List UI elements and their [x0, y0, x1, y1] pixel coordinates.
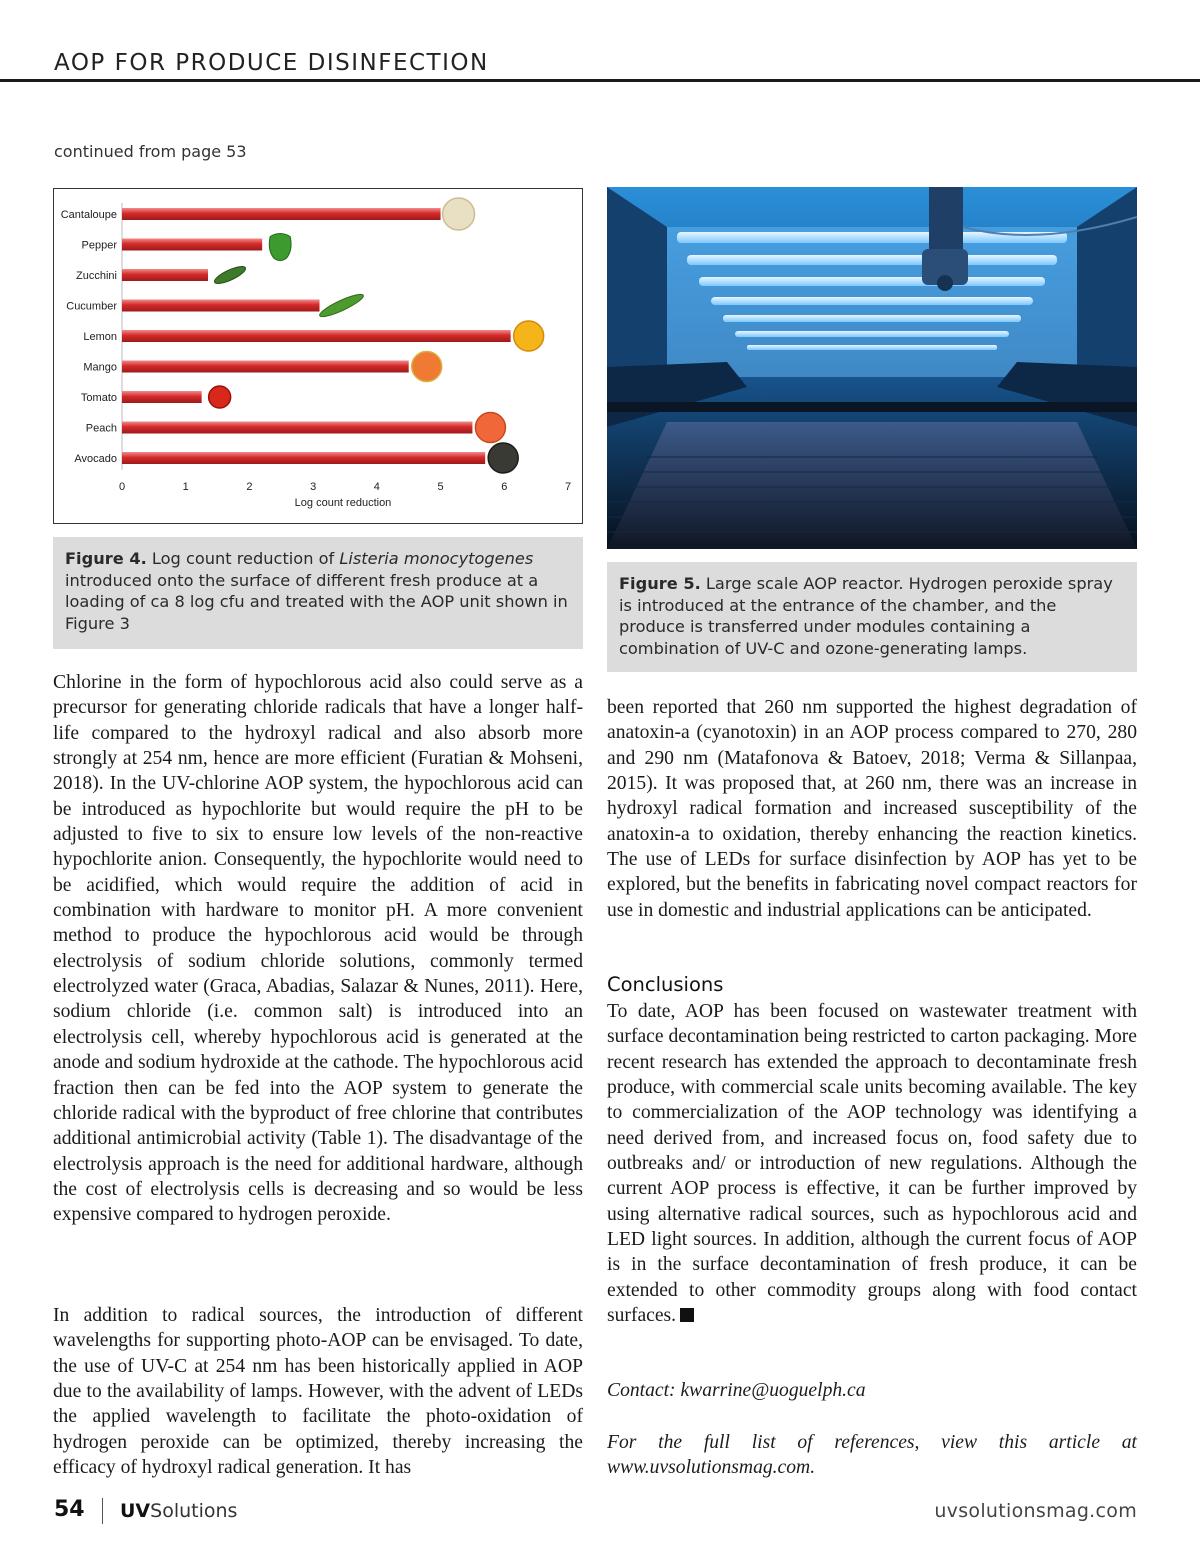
- category-label: Avocado: [74, 453, 117, 465]
- figure-4-label: Figure 4.: [65, 549, 147, 568]
- bar-cantaloupe: [122, 208, 441, 220]
- body-paragraph-right-1: [607, 695, 1137, 923]
- running-header: AOP FOR PRODUCE DISINFECTION: [54, 50, 489, 76]
- body-paragraph-left-2: [53, 1303, 583, 1480]
- footer-url: uvsolutionsmag.com: [934, 1500, 1137, 1522]
- cucumber-icon: [318, 291, 366, 320]
- end-mark-icon: [680, 1308, 694, 1322]
- figure-4-caption-species: Listeria monocytogenes: [339, 549, 534, 568]
- magazine-name-rest: Solutions: [150, 1500, 238, 1522]
- magazine-name: [120, 1500, 237, 1522]
- peach-icon: [475, 413, 505, 443]
- references-url[interactable]: www.uvsolutionsmag.com.: [607, 1457, 816, 1479]
- paragraph-text: Chlorine in the form of hypochlorous acid also could serve as a precursor for generating chloride radicals that have a longer half-life compared to the hydroxyl radical and also absorb more strongly at 254 nm, hence are more efficient (Furatian & Mohseni, 2018). In the UV-chlorine AOP system, the hypochlorous acid can be introduced as hypochlorite but would require the pH to be adjusted to five to six to ensure low levels of the non-reactive hypochlorite anion. Consequently, the hypochlorite would need to be acidified, which would require the addition of acid in combination with hardware to monitor pH. A more convenient method to produce the hypochlorous acid would be through electrolysis of sodium chloride solutions, commonly termed electrolyzed water (Graca, Abadias, Salazar & Nunes, 2011). Here, sodium chloride (i.e. common salt) is introduced into an electrolysis cell, whereby hypochlorous acid is generated at the anode and sodium hydroxide at the cathode. The hypochlorous acid fraction then can be fed into the AOP system to generate the chloride radical with the byproduct of free chlorine that contributes additional antimicrobial activity (Table 1). The disadvantage of the electrolysis approach is the need for additional hardware, although the cost of electrolysis cells is decreasing and so would be less expensive compared to hydrogen peroxide.: [53, 672, 583, 1226]
- x-tick-label: 5: [437, 481, 444, 493]
- bar-tomato: [122, 391, 202, 403]
- x-tick-label: 0: [118, 481, 126, 493]
- figure-5-photo: [607, 187, 1137, 549]
- figure-5-caption-text: Large scale AOP reactor. Hydrogen peroxide spray is introduced at the entrance of the chamber, and the produce is transferred under modules containing a combination of UV-C and ozone-generating lamps.: [619, 574, 1113, 658]
- bar-peach: [122, 422, 472, 434]
- avocado-icon: [488, 443, 518, 473]
- tomato-icon: [209, 386, 231, 408]
- figure-4-caption: [53, 537, 583, 649]
- continued-note: continued from page 53: [54, 142, 247, 161]
- magazine-name-bold: UV: [120, 1500, 151, 1522]
- contact-line: Contact: kwarrine@uoguelph.ca: [607, 1380, 866, 1401]
- figure-4-chart: [53, 188, 583, 524]
- category-label: Pepper: [81, 239, 117, 252]
- bar-pepper: [122, 239, 262, 251]
- x-tick-label: 1: [182, 481, 189, 493]
- pepper-icon: [269, 234, 291, 261]
- body-paragraph-conclusions: [607, 999, 1137, 1328]
- figure-5-caption: [607, 562, 1137, 672]
- bar-avocado: [122, 452, 485, 464]
- cantaloupe-icon: [443, 198, 475, 230]
- paragraph-text: been reported that 260 nm supported the highest degradation of anatoxin-a (cyanotoxin) in an AOP process compared to 270, 280 and 290 nm (Matafonova & Batoev, 2018; Verma & Sillanpaa, 2015). It was proposed that, at 260 nm, there was an increase in hydroxyl radical formation and increased susceptibility of the anatoxin-a to oxidation, thereby enhancing the reaction kinetics. The use of LEDs for surface disinfection by AOP has yet to be explored, but the benefits in fabricating novel compact reactors for use in domestic and industrial applications can be anticipated.: [607, 697, 1137, 921]
- bar-mango: [122, 361, 409, 373]
- x-tick-label: 6: [501, 481, 508, 493]
- x-tick-label: 2: [246, 481, 253, 493]
- category-label: Peach: [85, 422, 117, 435]
- paragraph-text: To date, AOP has been focused on wastewater treatment with surface decontamination being restricted to carton packaging. More recent research has extended the approach to decontaminate fresh produce, with commercial scale units becoming available. The key to commercialization of the AOP technology was identifying a need derived from, and increased focus on, food safety due to outbreaks and/ or introduction of new regulations. Although the current AOP process is effective, it can be further improved by using alternative radical sources, such as hypochlorous acid and LED light sources. In addition, although the current focus of AOP is in the surface decontamination of fresh produce, it can be extended to other commodity groups along with food contact surfaces.: [607, 1001, 1137, 1327]
- category-label: Zucchini: [76, 270, 117, 282]
- zucchini-icon: [212, 263, 247, 286]
- page-number: 54: [54, 1497, 85, 1522]
- conclusions-heading: Conclusions: [607, 973, 724, 996]
- lemon-icon: [514, 321, 544, 351]
- x-tick-label: 3: [310, 481, 317, 493]
- x-axis-label: Log count reduction: [294, 497, 392, 509]
- header-rule: [0, 79, 1200, 82]
- bar-cucumber: [122, 300, 320, 312]
- x-tick-label: 4: [373, 481, 380, 493]
- mango-icon: [412, 352, 442, 382]
- footer-divider: [102, 1498, 103, 1524]
- paragraph-text: In addition to radical sources, the introduction of different wavelengths for supporting photo-AOP can be envisaged. To date, the use of UV-C at 254 nm has been historically applied in AOP due to the availability of lamps. However, with the advent of LEDs the applied wavelength to facilitate the photo-oxidation of hydrogen peroxide can be optimized, thereby increasing the efficacy of hydroxyl radical generation. It has: [53, 1305, 583, 1479]
- x-tick-label: 7: [564, 481, 572, 493]
- bar-lemon: [122, 330, 511, 342]
- category-label: Mango: [83, 361, 117, 374]
- figure-5-label: Figure 5.: [619, 574, 701, 593]
- category-label: Lemon: [83, 331, 117, 343]
- figure-4-caption-text-b: introduced onto the surface of different fresh produce at a loading of ca 8 log cfu and treated with the AOP unit shown in Figure 3: [65, 570, 568, 633]
- body-paragraph-left-1: [53, 670, 583, 1228]
- category-label: Cucumber: [66, 300, 117, 313]
- references-text: For the full list of references, view this article at: [607, 1432, 1137, 1453]
- bar-zucchini: [122, 269, 208, 281]
- category-label: Cantaloupe: [60, 209, 117, 221]
- category-label: Tomato: [80, 392, 117, 404]
- figure-4-caption-text-a: Log count reduction of: [146, 549, 340, 568]
- references-note: [607, 1430, 1137, 1481]
- bar-chart: [54, 189, 584, 525]
